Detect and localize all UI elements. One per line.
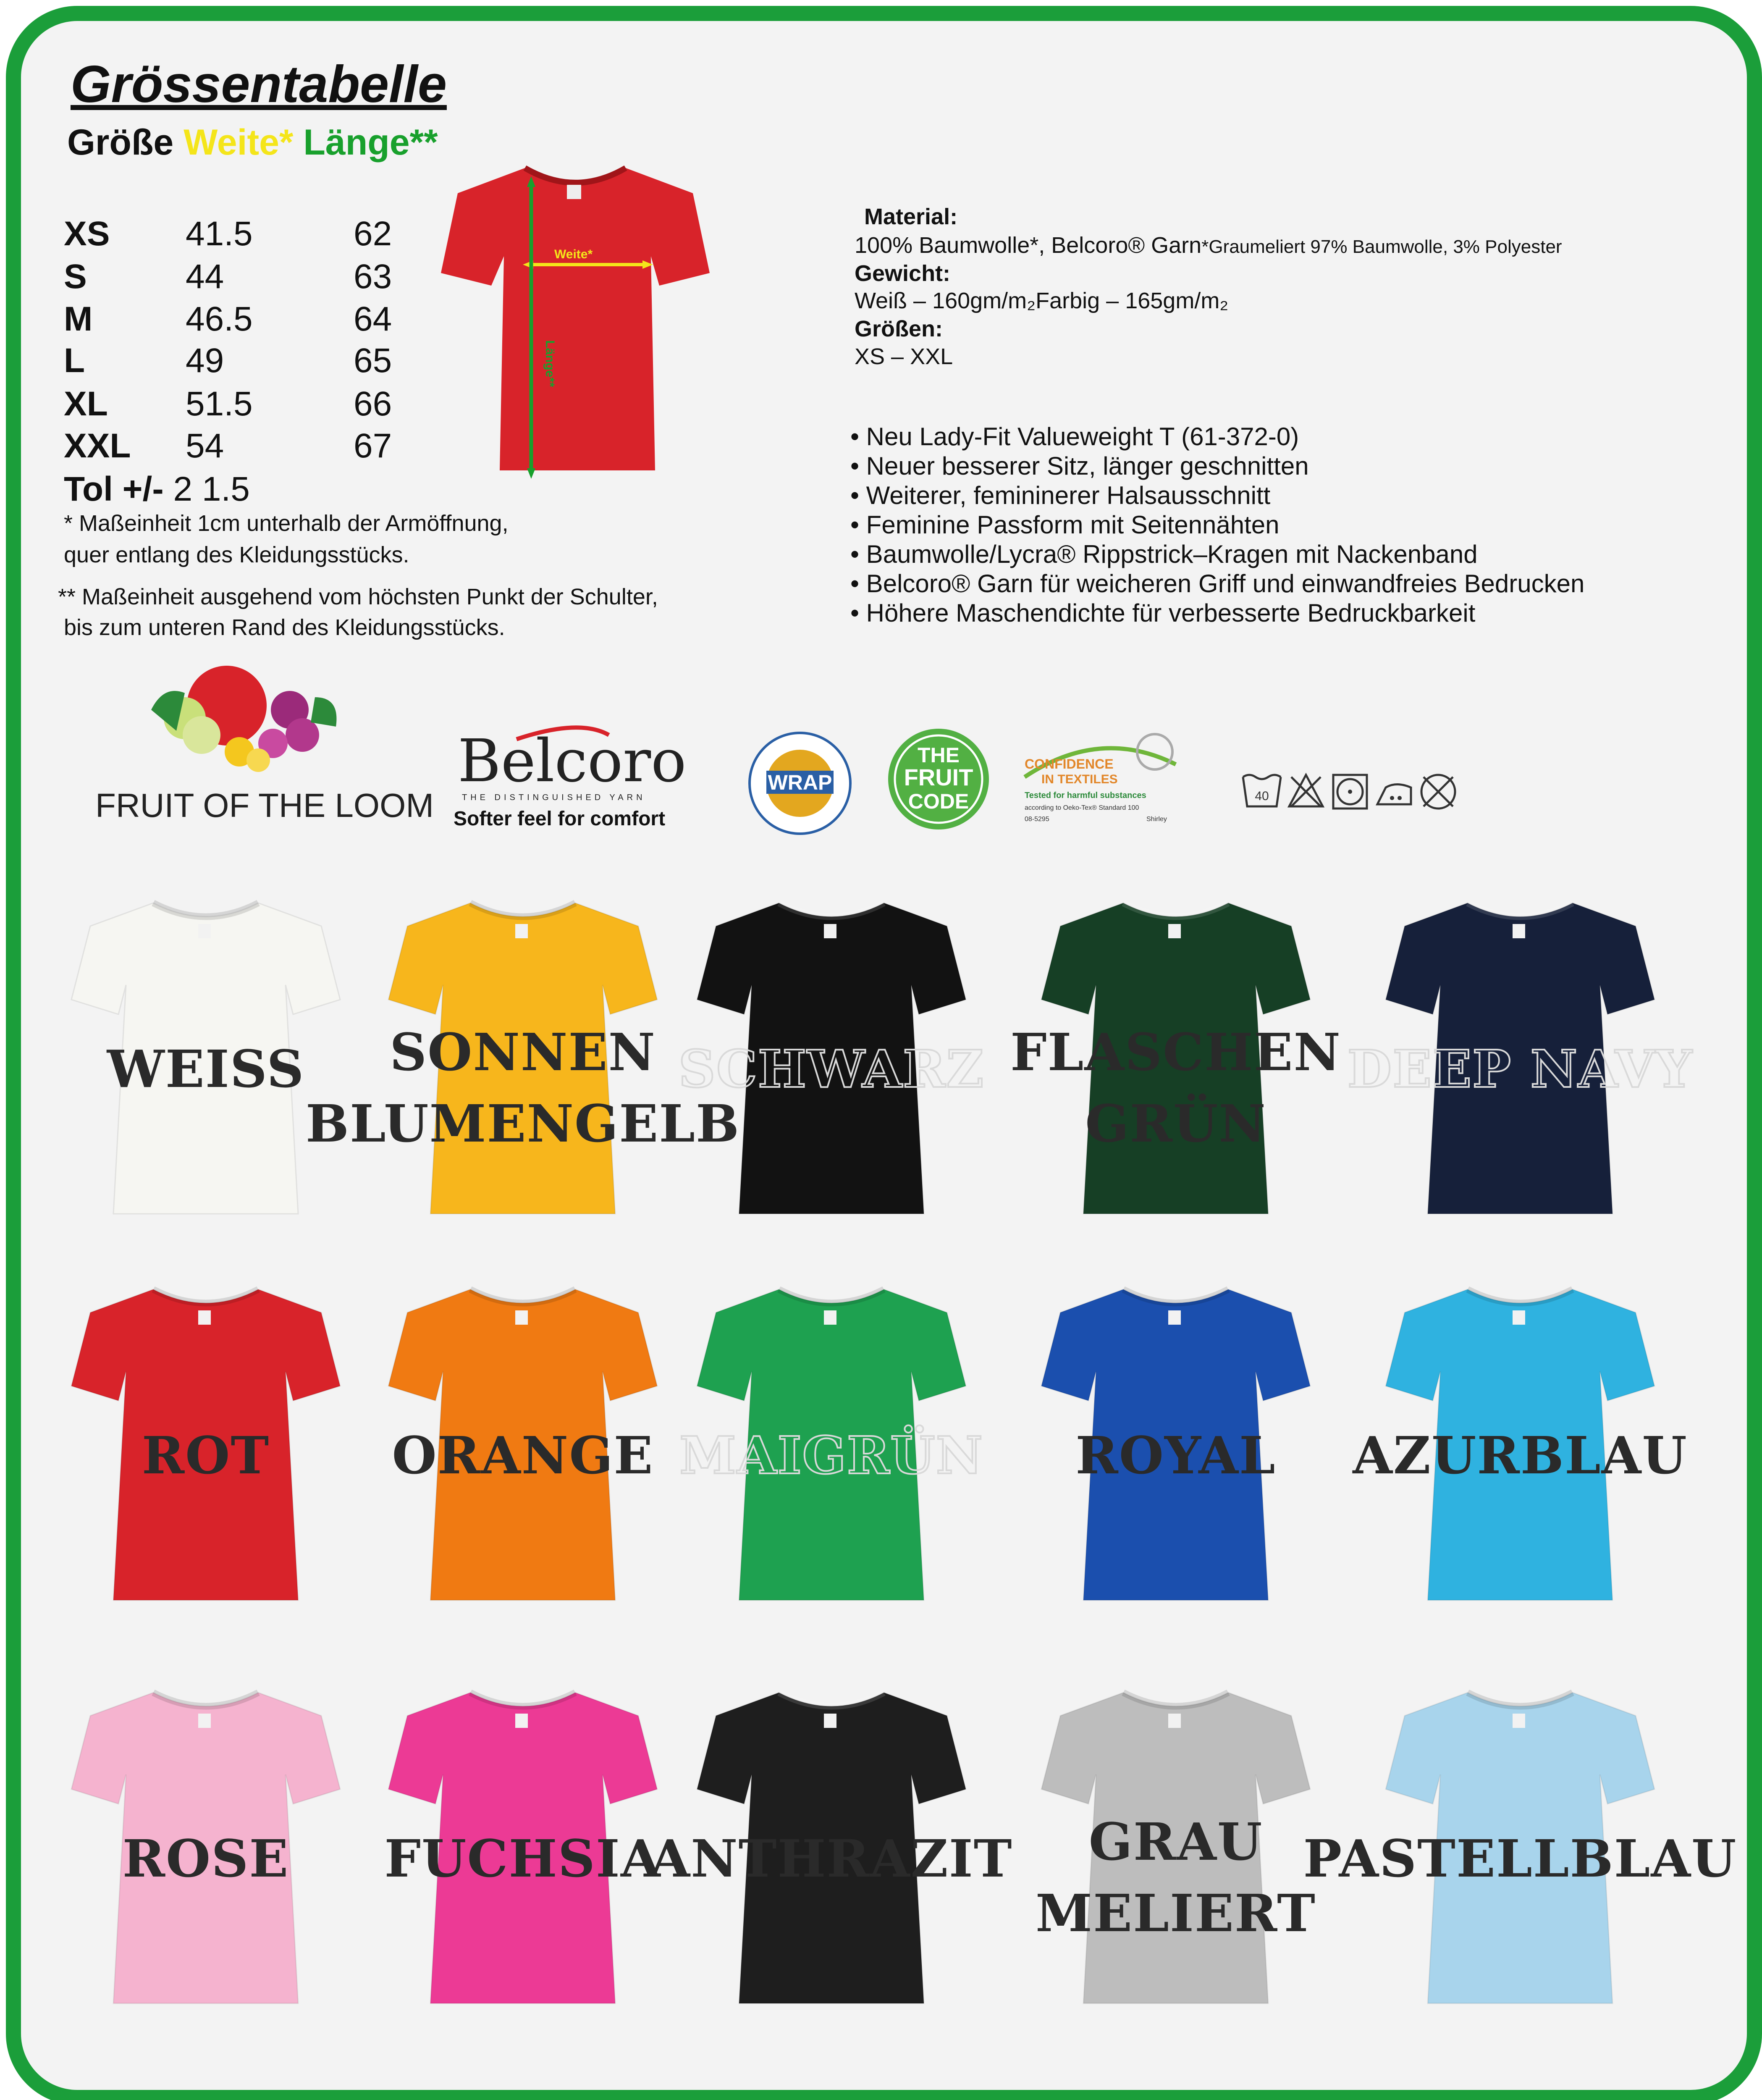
belcoro-tagline: THE DISTINGUISHED YARN	[462, 793, 646, 802]
size-row	[64, 299, 442, 341]
material-text	[855, 232, 1562, 258]
label-tag	[824, 924, 836, 938]
oeko-line4: according to Oeko-Tex® Standard 100	[1025, 804, 1139, 811]
size-row	[64, 214, 442, 256]
oeko-tex-logo	[1020, 727, 1180, 836]
label-tag	[198, 924, 211, 938]
size-label: S	[64, 257, 87, 296]
size-label: XL	[64, 385, 108, 423]
sizes-label: Größen:	[855, 316, 943, 341]
size-row	[64, 341, 442, 383]
feature-item: • Neuer besserer Sitz, länger geschnitten	[850, 452, 1309, 480]
size-label: M	[64, 300, 93, 338]
label-tag	[1513, 1714, 1525, 1728]
page-title: Grössentabelle	[71, 55, 447, 113]
feature-item: • Neu Lady-Fit Valueweight T (61-372-0)	[850, 423, 1299, 451]
width-value: 54	[186, 427, 224, 465]
width-value: 51.5	[186, 385, 253, 423]
width-value: 44	[186, 257, 224, 296]
color-name: ORANGE	[392, 1425, 654, 1486]
header-width: Weite*	[184, 122, 294, 163]
label-tag	[1513, 1310, 1525, 1325]
color-name: SONNEN	[390, 1022, 656, 1082]
label-tag	[824, 1310, 836, 1325]
size-row	[64, 384, 442, 426]
wash-40-icon	[1243, 775, 1281, 806]
color-name: MAIGRÜN	[679, 1425, 984, 1486]
size-label: L	[64, 341, 85, 380]
fruit-code-line1: THE	[918, 743, 960, 767]
color-name-line2: MELIERT	[1036, 1883, 1316, 1943]
material-label: Material:	[864, 204, 958, 229]
fruit-code-line3: CODE	[908, 790, 969, 813]
oeko-line6: Shirley	[1146, 816, 1167, 823]
color-name: AZURBLAU	[1353, 1425, 1688, 1486]
length-value: 67	[354, 427, 392, 465]
color-name: ROT	[142, 1425, 270, 1486]
tolerance-label: Tol +/-	[64, 470, 164, 508]
weight-text: Weiß – 160gm/m₂Farbig – 165gm/m₂	[855, 288, 1229, 313]
color-name: SCHWARZ	[678, 1039, 985, 1099]
label-tag	[515, 1310, 528, 1325]
size-label: XS	[64, 215, 110, 253]
color-name: FLASCHEN	[1010, 1022, 1342, 1082]
color-name: ROSE	[122, 1828, 289, 1889]
width-value: 41.5	[186, 215, 253, 253]
color-name: DEEP NAVY	[1347, 1039, 1693, 1099]
note-width-2: quer entlang des Kleidungsstücks.	[64, 542, 409, 567]
length-value: 64	[354, 300, 392, 338]
material-small: *Graumeliert 97% Baumwolle, 3% Polyester	[1201, 236, 1562, 257]
label-tag	[515, 924, 528, 938]
label-tag	[198, 1714, 211, 1728]
header-size: Größe	[67, 122, 174, 163]
color-name-line2: GRÜN	[1085, 1093, 1266, 1154]
length-value: 66	[354, 385, 392, 423]
note-length-1: ** Maßeinheit ausgehend vom höchsten Punkt der Schulter,	[58, 584, 658, 609]
no-bleach-icon	[1289, 775, 1323, 806]
label-tag	[198, 1310, 211, 1325]
oeko-line2: IN TEXTILES	[1041, 772, 1118, 786]
iron-icon	[1377, 785, 1411, 805]
size-table-header	[67, 122, 438, 163]
fruit-of-the-loom-logo	[95, 647, 434, 824]
label-tag	[515, 1714, 528, 1728]
width-value: 49	[186, 341, 224, 380]
feature-item: • Baumwolle/Lycra® Rippstrick–Kragen mit Nackenband	[850, 540, 1478, 568]
color-name: PASTELLBLAU	[1303, 1828, 1737, 1889]
color-name: GRAU	[1088, 1811, 1263, 1872]
wrap-text: WRAP	[768, 771, 832, 794]
feature-item: • Feminine Passform mit Seitennähten	[850, 511, 1280, 539]
length-value: 62	[354, 215, 392, 253]
feature-item: • Weiterer, femininerer Halsausschnitt	[850, 481, 1271, 509]
color-name: FUCHSIA	[384, 1828, 661, 1889]
length-value: 65	[354, 341, 392, 380]
belcoro-name: Belcoro	[458, 727, 687, 795]
belcoro-claim: Softer feel for comfort	[454, 808, 666, 830]
color-name: WEISS	[107, 1039, 305, 1099]
size-row	[64, 426, 442, 468]
label-tag	[1168, 924, 1181, 938]
feature-item: • Belcoro® Garn für weicheren Griff und einwandfreies Bedrucken	[850, 570, 1585, 598]
label-tag	[1168, 1310, 1181, 1325]
svg-text:40: 40	[1255, 789, 1269, 803]
color-name-line2: BLUMENGELB	[305, 1093, 740, 1154]
width-value: 46.5	[186, 300, 253, 338]
oeko-line3: Tested for harmful substances	[1025, 791, 1146, 800]
size-row	[64, 257, 442, 299]
length-value: 63	[354, 257, 392, 296]
oeko-line1: CONFIDENCE	[1025, 756, 1114, 772]
fruit-code-logo	[886, 727, 991, 832]
fruit-logo-text: FRUIT OF THE LOOM	[95, 787, 434, 824]
color-name: ROYAL	[1075, 1425, 1276, 1486]
tolerance-row	[64, 470, 250, 509]
material-main: 100% Baumwolle*, Belcoro® Garn	[855, 233, 1202, 258]
diagram-length-label: Länge**	[543, 340, 557, 387]
belcoro-logo	[454, 722, 689, 832]
oeko-line5: 08-5295	[1025, 816, 1049, 823]
fruit-code-line2: FRUIT	[904, 764, 973, 790]
label-tag	[1513, 924, 1525, 938]
color-name: ANTHRAZIT	[650, 1828, 1013, 1889]
tumble-dry-icon	[1333, 775, 1367, 808]
label-tag	[824, 1714, 836, 1728]
wrap-logo	[747, 731, 852, 836]
header-length: Länge**	[303, 122, 438, 163]
sizes-text: XS – XXL	[855, 344, 953, 369]
size-label: XXL	[64, 427, 131, 465]
note-length-2: bis zum unteren Rand des Kleidungsstücks.	[64, 615, 505, 640]
feature-item: • Höhere Maschendichte für verbesserte Bedruckbarkeit	[850, 599, 1476, 627]
no-dry-clean-icon	[1421, 775, 1455, 808]
weight-label: Gewicht:	[855, 261, 951, 286]
measurement-diagram	[441, 160, 710, 479]
diagram-tshirt	[441, 168, 710, 470]
care-symbols	[1241, 769, 1459, 815]
label-tag	[1168, 1714, 1181, 1728]
note-width-1: * Maßeinheit 1cm unterhalb der Armöffnung,	[64, 511, 509, 536]
tolerance-values: 2 1.5	[173, 470, 250, 508]
diagram-width-label: Weite*	[554, 247, 593, 261]
label-tag	[567, 185, 581, 199]
feature-list	[850, 422, 1584, 628]
